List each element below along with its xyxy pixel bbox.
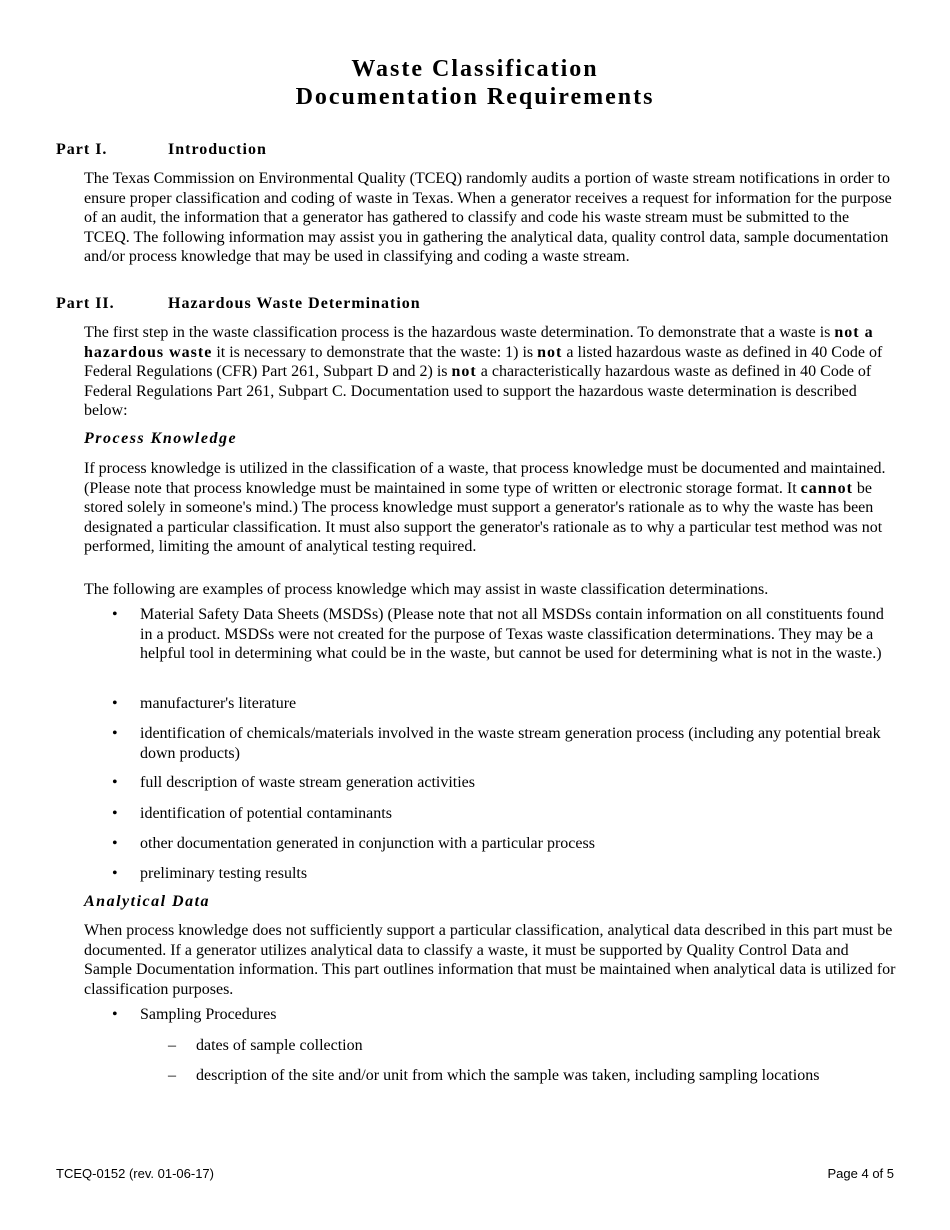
bullet-mark: • (112, 725, 118, 742)
dash-mark: – (168, 1067, 176, 1084)
list-item-text: identification of chemicals/materials involved in the waste stream generation process (including any potential break down products) (140, 725, 881, 762)
bullet-mark: • (112, 606, 118, 623)
bullet-mark: • (112, 835, 118, 852)
part2-emphasis-not-hazardous: not a hazardous waste (84, 324, 874, 361)
bullet-mark: • (112, 695, 118, 712)
process-knowledge-examples-intro: The following are examples of process knowledge which may assist in waste classification determinations. (84, 581, 769, 598)
part2-intro-text: a characteristically hazardous waste as defined in 40 Code of Federal Regulations Part 261, Subpart C. Documentation used to support the hazardous waste determination is described below: (84, 363, 872, 420)
process-knowledge-heading: Process Knowledge (84, 430, 238, 447)
part1-body: The Texas Commission on Environmental Quality (TCEQ) randomly audits a portion of waste stream notifications in order to ensure proper classification and coding of waste in Texas. When a generator receives a request for information for the purpose of an audit, the information that a generator has gathered to classify and code his waste stream must be submitted to the TCEQ. The following information may assist you in gathering the analytical data, quality control data, sample documentation and/or process knowledge that may be used in classifying and coding a waste stream. (84, 170, 892, 266)
list-item-text: preliminary testing results (140, 865, 308, 882)
part1-number: Part I. (56, 141, 108, 158)
part2-intro-text: a listed hazardous waste as defined in 40 Code of Federal Regulations (CFR) Part 261, Subpart D and 2) is (84, 343, 883, 381)
list-item-text: Sampling Procedures (140, 1006, 277, 1023)
bullet-mark: • (112, 1006, 118, 1023)
process-knowledge-body (84, 459, 896, 557)
bullet-mark: • (112, 805, 118, 822)
dash-mark: – (168, 1037, 176, 1054)
list-item-text: identification of potential contaminants (140, 805, 392, 822)
part1-title: Introduction (168, 141, 267, 158)
bullet-mark: • (112, 865, 118, 882)
part2-emphasis-not: not (537, 343, 563, 361)
title-line-2: Documentation Requirements (295, 84, 655, 110)
list-item-text: other documentation generated in conjunction with a particular process (140, 835, 595, 852)
sub-list-item-text: dates of sample collection (196, 1037, 363, 1054)
analytical-data-body: When process knowledge does not sufficiently support a particular classification, analytical data described in this part must be documented. If a generator utilizes analytical data to classify a waste, it must be supported by Quality Control Data and Sample Documentation information. This part outlines information that must be maintained when analytical data is utilized for classification purposes. (84, 922, 896, 998)
part2-intro (84, 323, 896, 421)
bullet-mark: • (112, 774, 118, 791)
part2-emphasis-not: not (451, 363, 477, 381)
part1-heading (56, 141, 267, 159)
page-title (0, 55, 950, 111)
process-knowledge-text: be stored solely in someone's mind.) The process knowledge must support a generator's rationale as to why the waste has been designated a particular classification. It must also support the generator's rationale as to why a particular test method was not performed, limiting the amount of analytical testing required. (84, 479, 883, 556)
part2-title: Hazardous Waste Determination (168, 295, 421, 312)
footer-form-id: TCEQ-0152 (rev. 01-06-17) (56, 1166, 214, 1181)
sub-list-item-text: description of the site and/or unit from which the sample was taken, including sampling locations (196, 1067, 820, 1084)
analytical-data-heading: Analytical Data (84, 893, 211, 910)
footer-page-number: Page 4 of 5 (827, 1166, 894, 1181)
part2-heading (56, 295, 421, 313)
process-knowledge-text: If process knowledge is utilized in the classification of a waste, that process knowledge must be documented and maintained. (Please note that process knowledge must be maintained in some type of written or electronic storage format. It (84, 460, 886, 497)
title-line-1: Waste Classification (351, 56, 599, 82)
list-item-text: manufacturer's literature (140, 695, 297, 712)
part2-intro-text: it is necessary to demonstrate that the waste: 1) is (212, 343, 538, 361)
process-knowledge-emphasis-cannot: cannot (800, 479, 853, 497)
part2-number: Part II. (56, 295, 115, 312)
list-item-text: full description of waste stream generation activities (140, 774, 475, 791)
list-item-text: Material Safety Data Sheets (MSDSs) (Please note that not all MSDSs contain information on all constituents found in a product. MSDSs were not created for the purpose of Texas waste classification determinations. They may be a helpful tool in determining what could be in the waste, but cannot be used for determining what is not in the waste.) (140, 606, 884, 663)
part2-intro-text: The first step in the waste classification process is the hazardous waste determination. To demonstrate that a waste is (84, 324, 835, 341)
